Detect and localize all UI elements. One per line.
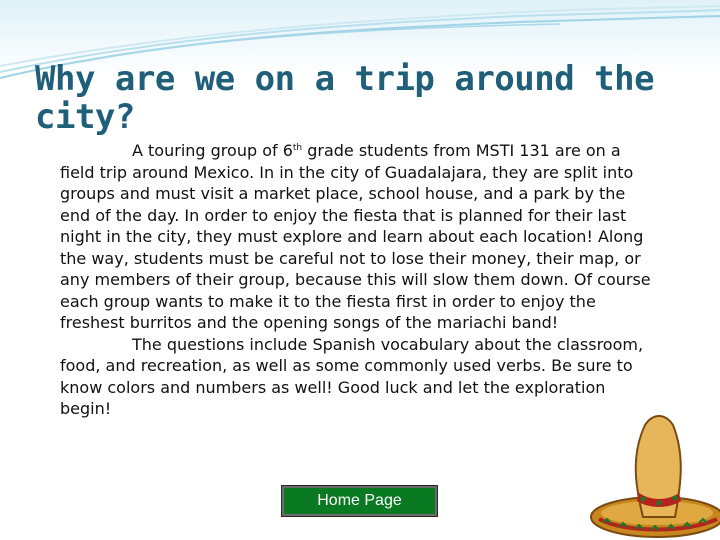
page-title: Why are we on a trip around the city? [35,59,655,137]
ordinal-suffix: th [292,143,303,153]
paragraph-1-start: A touring group of 6 [132,141,293,160]
sombrero-icon [585,405,720,540]
paragraph-2 [60,334,660,420]
home-page-button[interactable]: Home Page [282,486,437,516]
intro-text [60,140,660,420]
paragraph-1-rest: grade students from MSTI 131 are on a field trip around Mexico. In in the city of Guadalajara, they are split into groups and must visit a market place, school house, and a park by the end of the day. In order to enjoy the fiesta that is planned for their last night in the city, they must explore and learn about each location! Along the way, students must be careful not to lose their money, their map, or any members of their group, because this will slow them down. Of course each group wants to make it to the fiesta first in order to enjoy the freshest burritos and the opening songs of the mariachi band! [60,141,651,332]
paragraph-1 [60,140,660,334]
paragraph-2-text: The questions include Spanish vocabulary about the classroom, food, and recreation, as well as some commonly used verbs. Be sure to know colors and numbers as well! Good luck and let the exploration begin! [60,334,644,418]
